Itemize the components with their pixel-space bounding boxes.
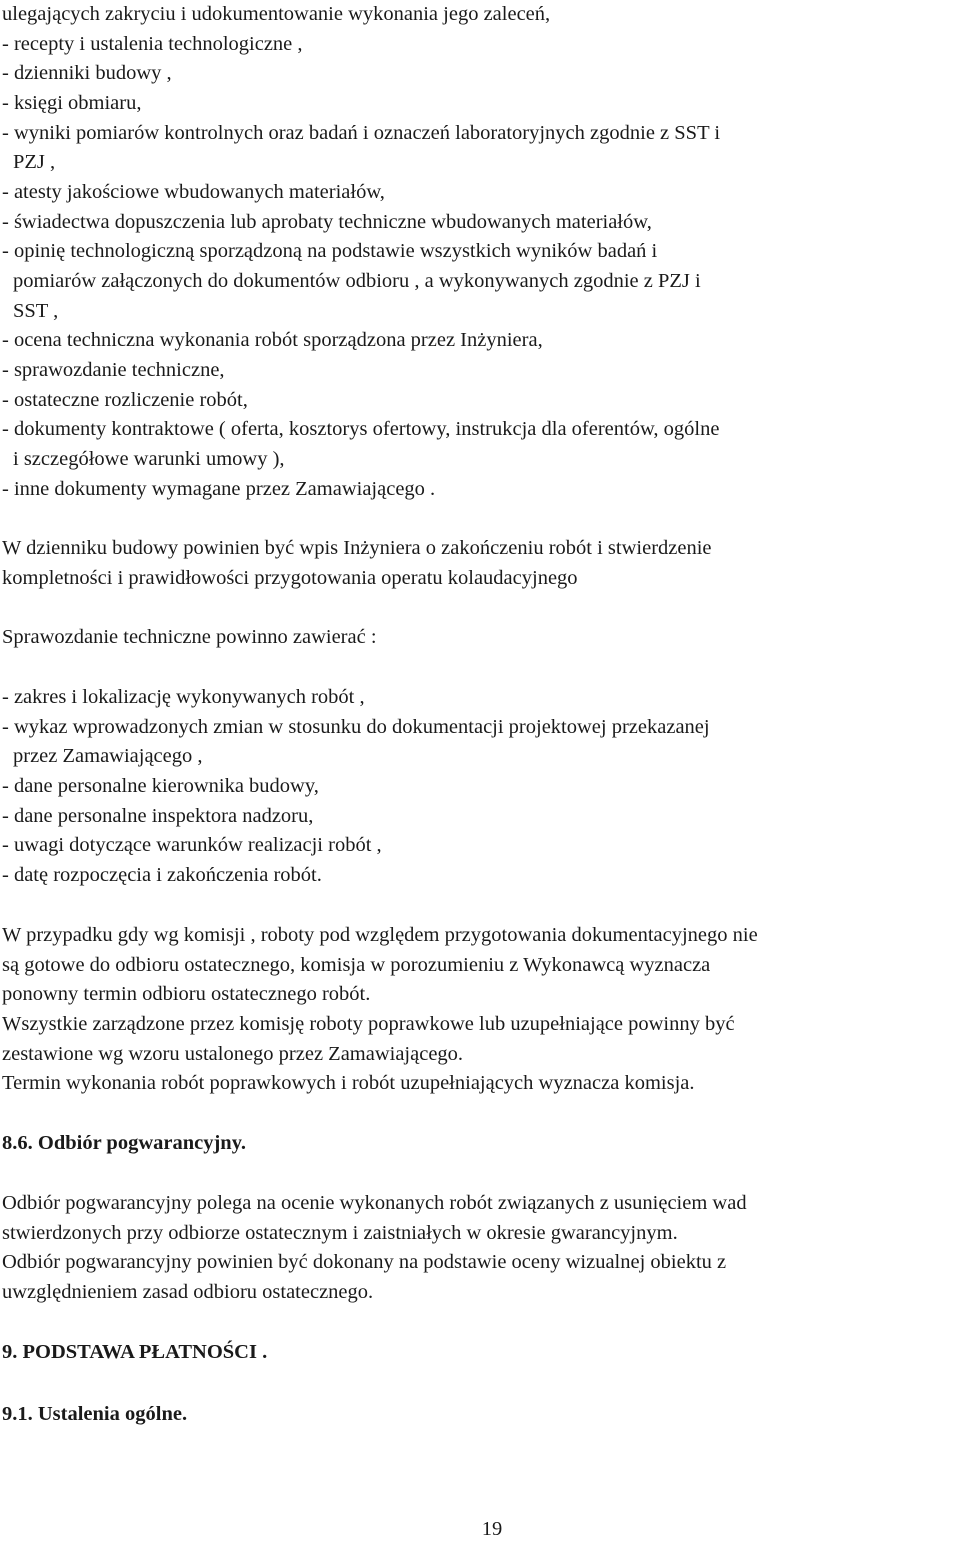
para1-line-1: W dzienniku budowy powinien być wpis Inżyniera o zakończeniu robót i stwierdzenie [2, 537, 712, 559]
para2-line-3: ponowny termin odbioru ostatecznego robót. [2, 983, 371, 1005]
para3-line-1: Odbiór pogwarancyjny polega na ocenie wykonanych robót związanych z usunięciem wad [2, 1192, 747, 1214]
list1-line-1: ulegających zakryciu i udokumentowanie wykonania jego zaleceń, [2, 3, 551, 25]
para1-line-2: kompletności i prawidłowości przygotowania operatu kolaudacyjnego [2, 567, 578, 589]
list2-line-5: - dane personalne inspektora nadzoru, [2, 805, 314, 827]
list1-line-17: - inne dokumenty wymagane przez Zamawiającego . [2, 478, 436, 500]
list1-line-7: - atesty jakościowe wbudowanych materiałów, [2, 181, 385, 203]
list1-line-2: - recepty i ustalenia technologiczne , [2, 33, 303, 55]
para2-line-5: zestawione wg wzoru ustalonego przez Zamawiającego. [2, 1043, 464, 1065]
list1-line-9: - opinię technologiczną sporządzoną na podstawie wszystkich wyników badań i [2, 240, 658, 262]
list1-line-14: - ostateczne rozliczenie robót, [2, 389, 248, 411]
list2-line-4: - dane personalne kierownika budowy, [2, 775, 319, 797]
list1-line-15: - dokumenty kontraktowe ( oferta, kosztorys ofertowy, instrukcja dla oferentów, ogólne [2, 418, 720, 440]
list1-line-12: - ocena techniczna wykonania robót sporządzona przez Inżyniera, [2, 329, 543, 351]
list1-line-4: - księgi obmiaru, [2, 92, 142, 114]
para3-line-2: stwierdzonych przy odbiorze ostatecznym i zaistniałych w okresie gwarancyjnym. [2, 1222, 678, 1244]
list1-line-3: - dzienniki budowy , [2, 62, 172, 84]
list1-line-6: PZJ , [13, 151, 56, 173]
list1-line-16: i szczegółowe warunki umowy ), [13, 448, 285, 470]
para2-line-6: Termin wykonania robót poprawkowych i robót uzupełniających wyznacza komisja. [2, 1072, 695, 1094]
list2-line-3: przez Zamawiającego , [13, 745, 203, 767]
list1-line-8: - świadectwa dopuszczenia lub aprobaty techniczne wbudowanych materiałów, [2, 211, 652, 233]
list1-line-10: pomiarów załączonych do dokumentów odbioru , a wykonywanych zgodnie z PZJ i [13, 270, 701, 292]
para2-line-4: Wszystkie zarządzone przez komisję roboty poprawkowe lub uzupełniające powinny być [2, 1013, 735, 1035]
list1-line-13: - sprawozdanie techniczne, [2, 359, 225, 381]
section-heading-9-1: 9.1. Ustalenia ogólne. [2, 1403, 188, 1425]
page-number: 19 [481, 1518, 503, 1540]
section-heading-9: 9. PODSTAWA PŁATNOŚCI . [2, 1341, 268, 1363]
report-intro: Sprawozdanie techniczne powinno zawierać : [2, 626, 377, 648]
section-heading-8-6: 8.6. Odbiór pogwarancyjny. [2, 1132, 246, 1154]
para2-line-2: są gotowe do odbioru ostatecznego, komisja w porozumieniu z Wykonawcą wyznacza [2, 954, 711, 976]
list1-line-5: - wyniki pomiarów kontrolnych oraz badań i oznaczeń laboratoryjnych zgodnie z SST i [2, 122, 721, 144]
list2-line-1: - zakres i lokalizację wykonywanych robót , [2, 686, 365, 708]
list2-line-2: - wykaz wprowadzonych zmian w stosunku do dokumentacji projektowej przekazanej [2, 716, 710, 738]
para3-line-4: uwzględnieniem zasad odbioru ostatecznego. [2, 1281, 374, 1303]
para2-line-1: W przypadku gdy wg komisji , roboty pod względem przygotowania dokumentacyjnego nie [2, 924, 758, 946]
para3-line-3: Odbiór pogwarancyjny powinien być dokonany na podstawie oceny wizualnej obiektu z [2, 1251, 727, 1273]
list2-line-7: - datę rozpoczęcia i zakończenia robót. [2, 864, 322, 886]
list1-line-11: SST , [13, 300, 59, 322]
list2-line-6: - uwagi dotyczące warunków realizacji robót , [2, 834, 382, 856]
